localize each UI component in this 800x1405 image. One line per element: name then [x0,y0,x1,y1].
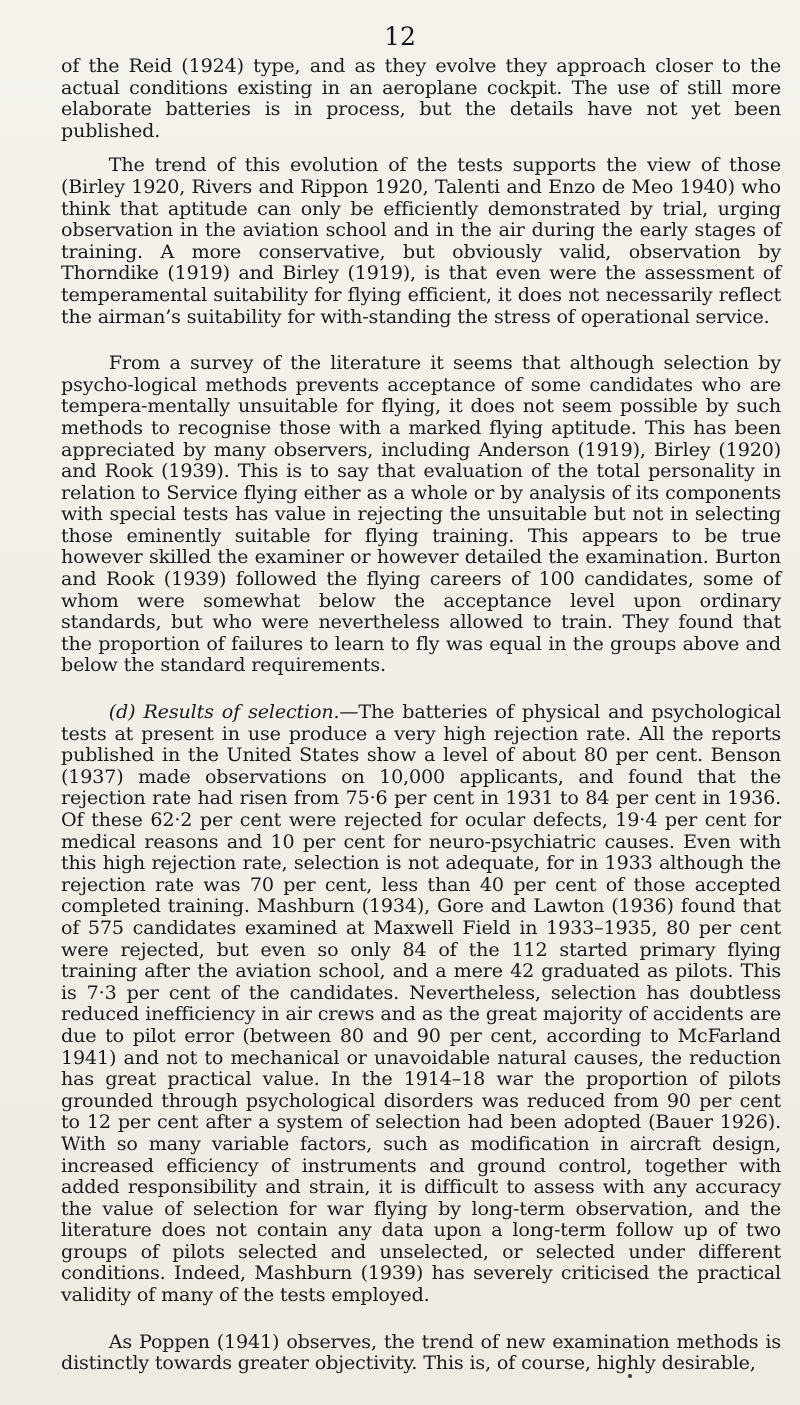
section-label: (d) Results of selection. [108,700,340,724]
paragraph-text: —The batteries of physical and psychological tests at present in use produce a very high rejection rate. All the reports published in the United States show a level of about 80 per cent. Benson (1937) made observations on 10,000 applicants, and found that the rejection rate had risen from 75·6 per cent in 1931 to 84 per cent in 1936. Of these 62·2 per cent were rejected for ocular defects, 19·4 per cent for medical reasons and 10 per cent for neuro-psychiatric causes. Even with this high rejection rate, selection is not adequate, for in 1933 although the rejection rate was 70 per cent, less than 40 per cent of those accepted completed training. Mashburn (1934), Gore and Lawton (1936) found that of 575 candidates examined at Maxwell Field in 1933–1935, 80 per cent were rejected, but even so only 84 of the 112 started primary flying training after the aviation school, and a mere 42 graduated as pilots. This is 7·3 per cent of the candidates. Nevertheless, selection has doubtless reduced inefficiency in air crews and as the great majority of accidents are due to pilot error (between 80 and 90 per cent, according to McFarland 1941) and not to mechanical or unavoidable natural causes, the reduction has great practical value. In the 1914–18 war the proportion of pilots grounded through psychological disorders was reduced from 90 per cent to 12 per cent after a system of selection had been adopted (Bauer 1926). With so many variable factors, such as modification in aircraft design, increased efficiency of instruments and ground control, together with added responsibility and strain, it is difficult to assess with any accuracy the value of selection for war flying by long-term observation, and the literature does not contain any data upon a long-term follow up of two groups of pilots selected and unselected, or selected under different conditions. Indeed, Mashburn (1939) has severely criticised the practical validity of many of the tests employed. [61,700,781,1307]
paragraph-text: of the Reid (1924) type, and as they evolve they approach closer to the actual conditions existing in an aeroplane cockpit. The use of still more elaborate batteries is in process, but the details have not yet been published. [61,54,781,142]
paragraph-results-of-selection [61,701,781,1306]
paragraph-continuation [61,55,781,141]
paragraph-trend [61,154,781,327]
paragraph-text: As Poppen (1941) observes, the trend of new examination methods is distinctly towards greater objectivity. This is, of course, highly desirable, [61,1329,781,1375]
paragraph-survey [61,352,781,676]
paragraph-text: From a survey of the literature it seems that although selection by psycho-logical methods prevents acceptance of some candidates who are tempera-mentally unsuitable for flying, it does not seem possible by such methods to recognise those with a marked flying aptitude. This has been appreciated by many observers, including Anderson (1919), Birley (1920) and Rook (1939). This is to say that evaluation of the total personality in relation to Service flying either as a whole or by analysis of its components with special tests has value in rejecting the unsuitable but not in selecting those eminently suitable for flying training. This appears to be true however skilled the examiner or however detailed the examination. Burton and Rook (1939) followed the flying careers of 100 candidates, some of whom were somewhat below the acceptance level upon ordinary standards, but who were nevertheless allowed to train. They found that the proportion of failures to learn to fly was equal in the groups above and below the standard requirements. [61,351,781,677]
body-text [61,55,781,1374]
page-number: 12 [384,22,416,51]
paragraph-text: The trend of this evolution of the tests supports the view of those (Birley 1920, Rivers and Rippon 1920, Talenti and Enzo de Meo 1940) who think that aptitude can only be efficiently demonstrated by trial, urging observation in the aviation school and in the air during the early stages of training. A more conservative, but obviously valid, observation by Thorndike (1919) and Birley (1919), is that even were the assessment of temperamental suitability for flying efficient, it does not necessarily reflect the airman’s suitability for with-standing the stress of operational service. [61,153,781,328]
paper-speck [628,1374,632,1378]
paragraph-poppen [61,1331,781,1374]
